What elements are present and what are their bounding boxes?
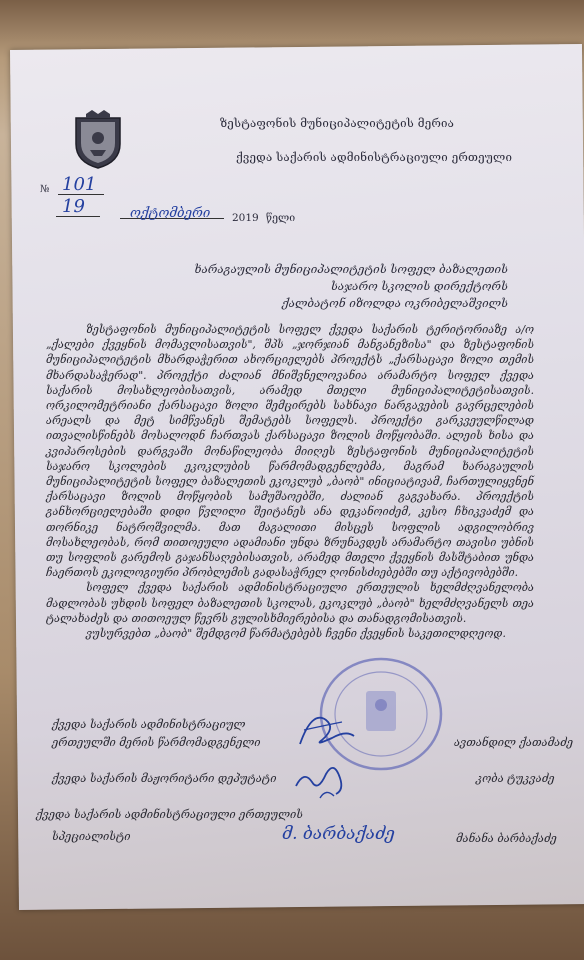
header-municipality: ზესტაფონის მუნიციპალიტეტის მერია <box>220 116 455 130</box>
number-handwritten: 101 <box>62 174 97 195</box>
signer2-title: ქვედა საქარის მაჟორიტარი დეპუტატი <box>52 772 277 785</box>
signer3-name: მანანა ბარბაქაძე <box>456 832 557 845</box>
body-paragraph-2: სოფელ ქვედა საქარის ადმინისტრაციული ერთეულის ხელმძღვანელობა მადლობას უხდის სოფელ ბაზალეთის სკოლას, ეკოკლუბ „ბაობ" ხელმძღვანელს თეა ტალახაძეს და თითოეულ წევრს გულისხმიერებისა და თანადგომისათვის. <box>46 581 534 625</box>
signer3-title-line2: სპეციალისტი <box>52 830 131 843</box>
year: 2019 <box>232 212 259 224</box>
signer2-name: კობა ტუკვაძე <box>476 772 555 785</box>
signer1-title-line2: ერთეულში მერის წარმომადგენელი <box>52 736 261 749</box>
year-suffix: წელი <box>266 212 296 224</box>
signature-3-handwritten: მ. ბარბაქაძე <box>282 824 395 844</box>
letter-body <box>46 322 534 641</box>
body-paragraph-1: ზესტაფონის მუნიციპალიტეტის სოფელ ქვედა საქარის ტერიტორიაზე ა/ო „ქალები ქვეყნის მომავლისათვის", შპს „ჯორჯიან მანგანეზისა" და ზესტაფონის მუნიციპალიტეტის მხარდაჭერით ახორციელებს პროექტს „ქარსაცავი ზოლი თემის მხარდასაჭერად". პროექტი ძალიან მნიშვნელოვანია არამარტო სოფელ ქვედა საქარის მოსახლეობისათვის, არამედ მთელი მუნიციპალიტეტისათვის. ორკილომეტრიანი ქარსაცავი ზოლი შემცირებს სახნავი ნარგავების გავრცელების არეალს და მეტ სიმწვანეს შემატებს სოფელს. პროექტი გარკვეულწილად ითვალისწინებს მოსალოდნ ჩართვას ქარსაცავი ზოლის მოწყობაში. ალეის ხისა და კვიპაროსების დარგვაში მონაწილეობა მიიღეს ზესტაფონის მუნიციპალიტეტის საჯარო სკოლების ეკოკლუბის წარმომადგენლებმა, მაგრამ ხარაგაულის მუნიციპალიტეტის სოფელ ბაზალეთის ეკოკლუბ „ბაობ" ინიციატივამ, ჩართულიყვნენ ქარსაცავი ზოლის მოწყობის სამუშაოებში, ძალიან გაგვახარა. პროექტის განხორციელებაში დიდი წვლილი შეიტანეს ანა დეკანოიძემ, კესო ჩხიკვაძემ და თორნიკე ნატროშვილმა. მათ მაგალითი მისცეს სოფლის ადგილობრივ მოსახლეობას, რომ თითოეული ადამიანი უნდა ზრუნავდეს არამარტო თავისი უბნის თუ სოფლის გარემოს გაჯანსაღებისათვის, არამედ მთელი ქვეყნის მასშტაბით უნდა ჩაერთოს ეკოლოგიური პრობლემის გადასაჭრელ ღონისძიებებში თუ აქტივობებში. <box>46 323 534 580</box>
addressee-line3: ქალბატონ იზოლდა ოკრიბელაშვილს <box>281 296 508 310</box>
body-paragraph-3: ვუსურვებთ „ბაობ" შემდგომ წარმატებებს ჩვენი ქვეყნის საკეთილდღეოდ. <box>86 627 506 641</box>
header-unit: ქვედა საქარის ადმინისტრაციული ერთეული <box>236 150 513 164</box>
signer1-title-line1: ქვედა საქარის ადმინისტრაციულ <box>52 718 246 731</box>
signer3-title-line1: ქვედა საქარის ადმინისტრაციული ერთეულის <box>36 808 303 821</box>
signer1-name: ავთანდილ ქათამაძე <box>454 736 574 749</box>
day-handwritten: 19 <box>62 196 85 217</box>
addressee-line2: საჯარო სკოლის დირექტორს <box>330 279 508 293</box>
addressee-line1: ხარაგაულის მუნიციპალიტეტის სოფელ ბაზალეთის <box>194 262 508 276</box>
signature-1-icon <box>292 700 362 760</box>
signature-2-icon <box>290 752 360 802</box>
coat-of-arms-icon <box>72 110 124 170</box>
month-handwritten: ოქტომბერი <box>130 206 211 221</box>
number-prefix: № <box>40 184 50 195</box>
